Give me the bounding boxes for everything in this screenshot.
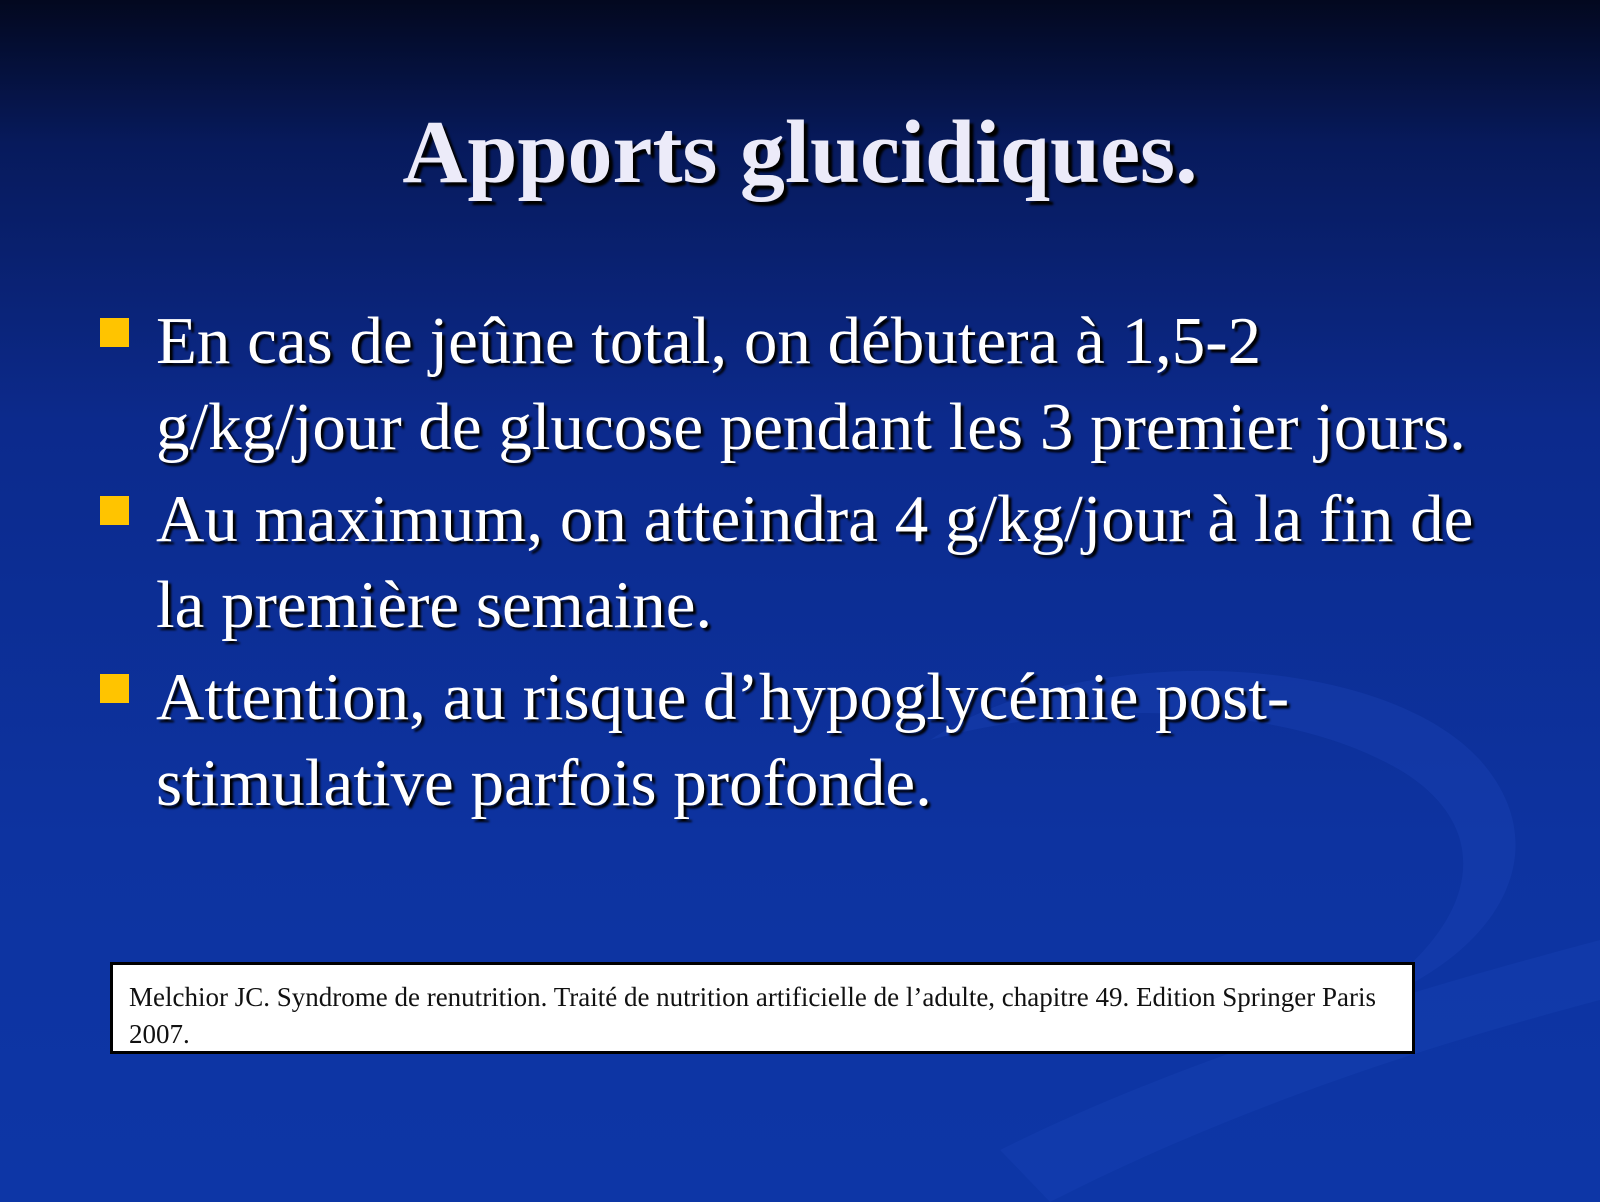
bullet-text: En cas de jeûne total, on débutera à 1,5-2 g/kg/jour de glucose pendant les 3 premier jours. <box>156 304 1466 464</box>
square-bullet-icon <box>100 318 129 347</box>
reference-text: Melchior JC. Syndrome de renutrition. Traité de nutrition artificielle de l’adulte, chapitre 49. Edition Springer Paris 2007. <box>129 982 1376 1049</box>
bullet-item <box>100 298 1480 470</box>
bullet-text: Au maximum, on atteindra 4 g/kg/jour à la fin de la première semaine. <box>156 482 1474 642</box>
bullet-item <box>100 654 1480 826</box>
slide-title: Apports glucidiques. <box>402 103 1198 202</box>
square-bullet-icon <box>100 674 129 703</box>
square-bullet-icon <box>100 496 129 525</box>
bullet-text: Attention, au risque d’hypoglycémie post-stimulative parfois profonde. <box>156 660 1290 820</box>
bullet-item <box>100 476 1480 648</box>
bullet-list <box>100 298 1480 832</box>
reference-box <box>110 962 1415 1054</box>
